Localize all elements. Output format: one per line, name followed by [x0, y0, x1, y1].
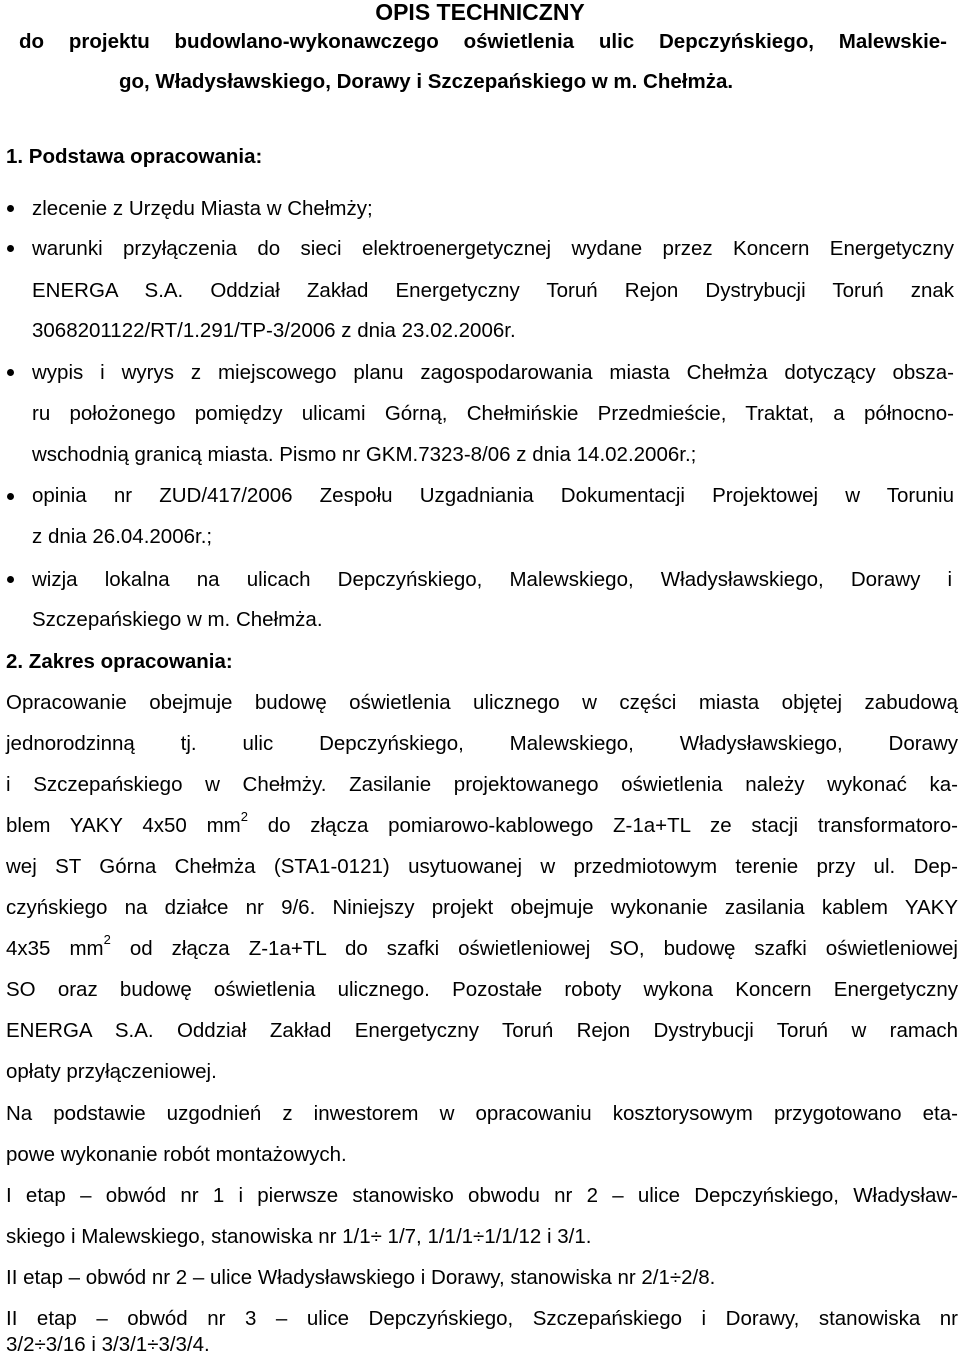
- section-1-heading: 1. Podstawa opracowania:: [6, 145, 263, 168]
- bullet-4-line-2: z dnia 26.04.2006r.;: [32, 525, 213, 548]
- bullet-2-line-2: ENERGA S.A. Oddział Zakład Energetyczny Toruń Rejon Dystrybucji Toruń znak: [32, 279, 954, 302]
- paragraph-1-line-10: opłaty przyłączeniowej.: [6, 1060, 217, 1083]
- paragraph-1-line-7: [6, 932, 958, 963]
- paragraph-1-line-4: [6, 809, 958, 840]
- bullet-icon: [7, 245, 14, 252]
- cable-spec-continuation: do złącza pomiarowo-kablowego Z-1a+TL ze stacji transformatoro-: [247, 814, 958, 837]
- superscript-2: 2: [240, 809, 248, 825]
- bullet-icon: [7, 205, 14, 212]
- bullet-icon: [7, 493, 14, 500]
- subtitle-line-1: do projektu budowlano-wykonawczego oświetlenia ulic Depczyńskiego, Malewskie-: [19, 30, 947, 53]
- bullet-2-line-3: 3068201122/RT/1.291/TP-3/2006 z dnia 23.02.2006r.: [32, 319, 516, 342]
- bullet-2-line-1: warunki przyłączenia do sieci elektroenergetycznej wydane przez Koncern Energetyczny: [32, 237, 954, 260]
- bullet-5-line-2: Szczepańskiego w m. Chełmża.: [32, 608, 323, 631]
- document-title: OPIS TECHNICZNY: [375, 0, 585, 25]
- bullet-1-line-1: zlecenie z Urzędu Miasta w Chełmży;: [32, 197, 373, 220]
- paragraph-1-line-2: jednorodzinną tj. ulic Depczyńskiego, Malewskiego, Władysławskiego, Dorawy: [6, 732, 958, 755]
- paragraph-5-line-1: II etap – obwód nr 3 – ulice Depczyńskiego, Szczepańskiego i Dorawy, stanowiska nr: [6, 1307, 958, 1330]
- paragraph-2-line-2: powe wykonanie robót montażowych.: [6, 1143, 347, 1166]
- bullet-3-line-1: wypis i wyrys z miejscowego planu zagospodarowania miasta Chełmża dotyczący obsza-: [32, 361, 954, 384]
- paragraph-2-line-1: Na podstawie uzgodnień z inwestorem w opracowaniu kosztorysowym przygotowano eta-: [6, 1102, 958, 1125]
- paragraph-1-line-3: i Szczepańskiego w Chełmży. Zasilanie projektowanego oświetlenia należy wykonać ka-: [6, 773, 958, 796]
- cable-spec-text: blem YAKY 4x50 mm: [6, 814, 241, 837]
- bullet-icon: [7, 369, 14, 376]
- paragraph-1-line-6: czyńskiego na działce nr 9/6. Niniejszy projekt obejmuje wykonanie zasilania kablem YAKY: [6, 896, 958, 919]
- paragraph-1-line-5: wej ST Górna Chełmża (STA1-0121) usytuowanej w przedmiotowym terenie przy ul. Dep-: [6, 855, 958, 878]
- cable-spec-continuation: od złącza Z-1a+TL do szafki oświetleniowej SO, budowę szafki oświetleniowej: [110, 937, 958, 960]
- paragraph-4-line-1: II etap – obwód nr 2 – ulice Władysławskiego i Dorawy, stanowiska nr 2/1÷2/8.: [6, 1266, 716, 1289]
- paragraph-1-line-8: SO oraz budowę oświetlenia ulicznego. Pozostałe roboty wykona Koncern Energetyczny: [6, 978, 958, 1001]
- paragraph-1-line-1: Opracowanie obejmuje budowę oświetlenia ulicznego w części miasta objętej zabudową: [6, 691, 958, 714]
- cable-spec-text: 4x35 mm: [6, 937, 104, 960]
- bullet-icon: [7, 576, 14, 583]
- bullet-4-line-1: opinia nr ZUD/417/2006 Zespołu Uzgadniania Dokumentacji Projektowej w Toruniu: [32, 484, 954, 507]
- paragraph-1-line-9: ENERGA S.A. Oddział Zakład Energetyczny Toruń Rejon Dystrybucji Toruń w ramach: [6, 1019, 958, 1042]
- paragraph-5-line-2: 3/2÷3/16 i 3/3/1÷3/3/4.: [6, 1333, 210, 1356]
- paragraph-3-line-2: skiego i Malewskiego, stanowiska nr 1/1÷ 1/7, 1/1/1÷1/1/12 i 3/1.: [6, 1225, 592, 1248]
- paragraph-3-line-1: I etap – obwód nr 1 i pierwsze stanowisko obwodu nr 2 – ulice Depczyńskiego, Władysław-: [6, 1184, 958, 1207]
- superscript-2: 2: [103, 932, 111, 948]
- bullet-5-line-1: wizja lokalna na ulicach Depczyńskiego, Malewskiego, Władysławskiego, Dorawy i: [32, 568, 952, 591]
- subtitle-line-2: go, Władysławskiego, Dorawy i Szczepańskiego w m. Chełmża.: [119, 70, 734, 93]
- bullet-3-line-3: wschodnią granicą miasta. Pismo nr GKM.7323-8/06 z dnia 14.02.2006r.;: [32, 443, 697, 466]
- bullet-3-line-2: ru położonego pomiędzy ulicami Górną, Chełmińskie Przedmieście, Traktat, a północno-: [32, 402, 954, 425]
- section-2-heading: 2. Zakres opracowania:: [6, 650, 233, 673]
